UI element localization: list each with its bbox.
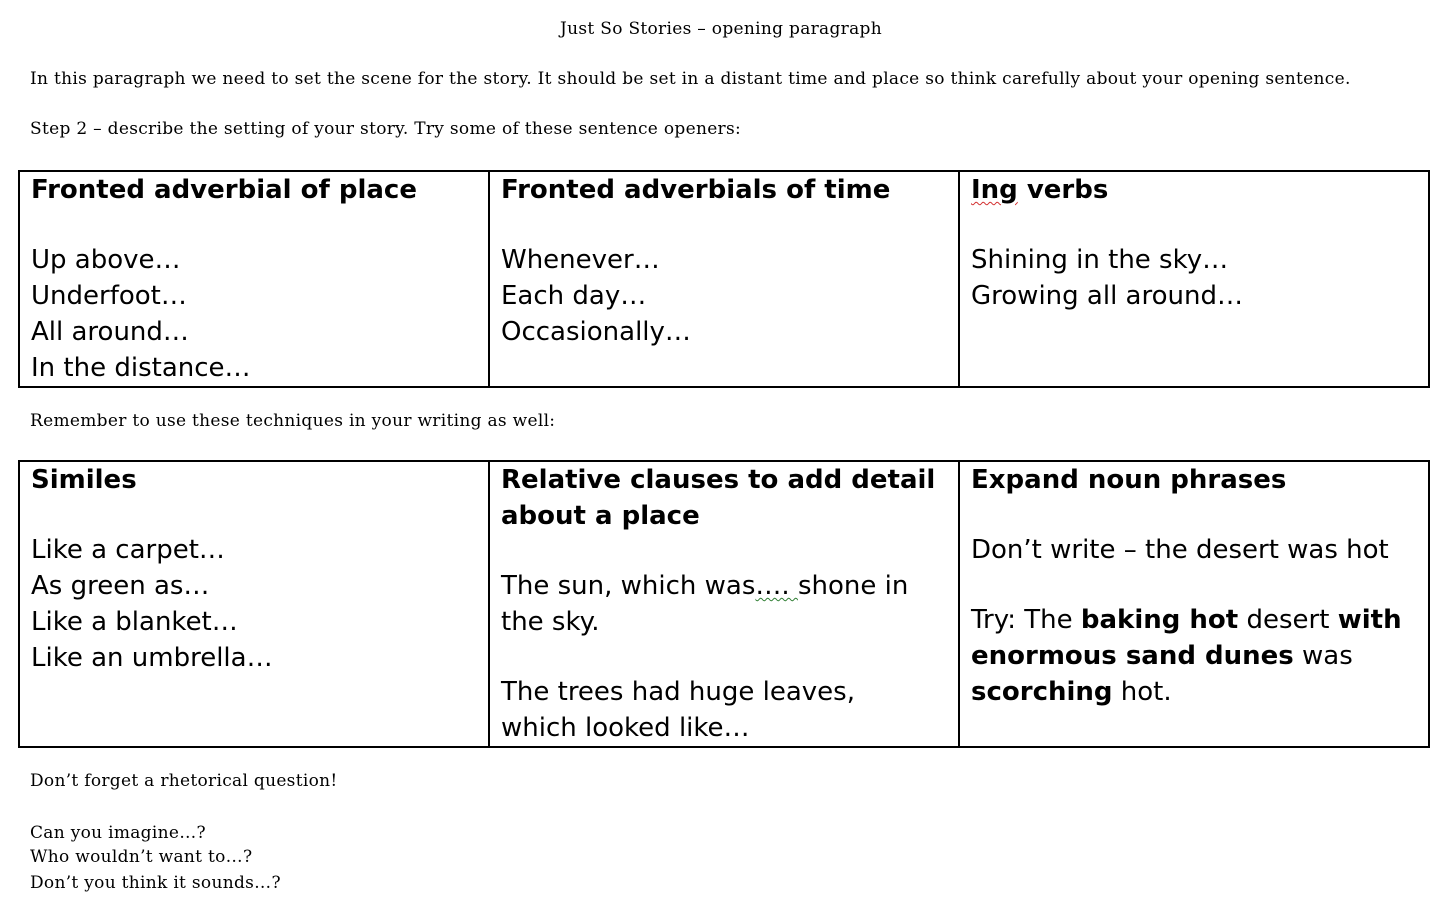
noun-phrases-heading: Expand noun phrases: [971, 465, 1287, 495]
spelling-flagged-word: Ing: [971, 175, 1018, 205]
spacer: [501, 208, 950, 242]
bold-phrase: baking hot: [1080, 605, 1239, 635]
list-item: Up above…: [31, 245, 181, 275]
list-item: Whenever…: [501, 245, 660, 275]
time-heading: Fronted adverbials of time: [501, 175, 891, 205]
list-item: Like an umbrella…: [31, 643, 273, 673]
question-example: Don’t you think it sounds…?: [30, 873, 281, 893]
spacer: [31, 208, 480, 242]
list-item: Underfoot…: [31, 281, 187, 311]
list-item: Like a blanket…: [31, 607, 238, 637]
try-text: was: [1293, 641, 1353, 671]
try-text: Try: The: [971, 605, 1081, 635]
example-line: The trees had huge leaves,: [501, 677, 855, 707]
try-text: hot.: [1112, 677, 1172, 707]
spacer: [501, 534, 950, 568]
step2-instruction: Step 2 – describe the setting of your story. Try some of these sentence openers:: [30, 119, 742, 139]
grammar-flagged-text: ….: [755, 571, 798, 601]
list-item: Growing all around…: [971, 281, 1243, 311]
similes-column: [19, 461, 489, 747]
spacer: [31, 498, 480, 532]
rhetorical-reminder: Don’t forget a rhetorical question!: [30, 771, 338, 791]
example-line: which looked like…: [501, 713, 750, 743]
question-example: Can you imagine…?: [30, 823, 206, 843]
document-title: Just So Stories – opening paragraph: [560, 19, 882, 39]
sentence-openers-table: [18, 170, 1430, 388]
example-line: the sky.: [501, 607, 600, 637]
bold-phrase: scorching: [971, 677, 1113, 707]
relative-clauses-heading-cont: about a place: [501, 501, 700, 531]
example-line: [501, 568, 950, 604]
bold-phrase: enormous sand dunes: [971, 641, 1294, 671]
dont-example: Don’t write – the desert was hot: [971, 535, 1389, 565]
example-text: The sun, which was: [501, 571, 756, 601]
list-item: In the distance…: [31, 353, 251, 383]
list-item: Each day…: [501, 281, 647, 311]
try-example-line: [971, 674, 1420, 710]
try-example-line: [971, 638, 1420, 674]
example-text: shone in: [797, 571, 909, 601]
table-row: [19, 461, 1429, 747]
time-column: [489, 171, 959, 387]
list-item: Like a carpet…: [31, 535, 225, 565]
place-column: [19, 171, 489, 387]
intro-paragraph: In this paragraph we need to set the scene for the story. It should be set in a distant time and place so think carefully about your opening sentence.: [30, 69, 1351, 89]
try-text: desert: [1238, 605, 1338, 635]
table-row: [19, 171, 1429, 387]
list-item: All around…: [31, 317, 189, 347]
spacer: [971, 498, 1420, 532]
relative-clauses-heading: Relative clauses to add detail: [501, 465, 936, 495]
bold-phrase: with: [1337, 605, 1402, 635]
question-example: Who wouldn’t want to…?: [30, 847, 253, 867]
techniques-table: [18, 460, 1430, 748]
list-item: Occasionally…: [501, 317, 691, 347]
noun-phrases-column: [959, 461, 1429, 747]
ing-verbs-column: [959, 171, 1429, 387]
list-item: Shining in the sky…: [971, 245, 1229, 275]
place-heading: Fronted adverbial of place: [31, 175, 417, 205]
list-item: As green as…: [31, 571, 210, 601]
ing-verbs-heading: [971, 172, 1420, 208]
heading-rest: verbs: [1017, 175, 1109, 205]
spacer: [501, 640, 950, 674]
spacer: [971, 208, 1420, 242]
similes-heading: Similes: [31, 465, 137, 495]
try-example-line: [971, 602, 1420, 638]
remember-instruction: Remember to use these techniques in your writing as well:: [30, 411, 556, 431]
spacer: [971, 568, 1420, 602]
relative-clauses-column: [489, 461, 959, 747]
